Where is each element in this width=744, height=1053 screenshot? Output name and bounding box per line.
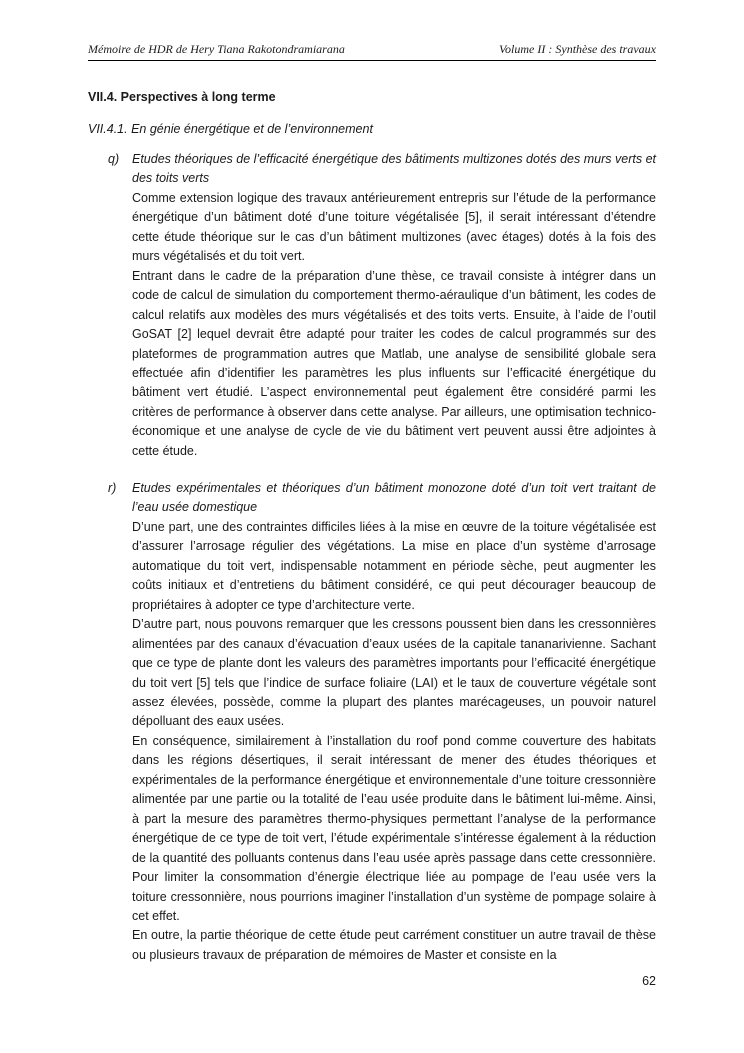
- header-author: Mémoire de HDR de Hery Tiana Rakotondramiarana: [88, 42, 345, 56]
- list-marker: r): [108, 481, 117, 495]
- list-marker: q): [108, 152, 120, 166]
- list-item-r: [88, 479, 656, 965]
- paragraph: D’une part, une des contraintes difficiles liées à la mise en œuvre de la toiture végétalisée est d’assurer l’arrosage régulier des végétations. La mise en place d’un système d’arrosage automatique du toit vert, indispensable notamment en période sèche, peut augmenter les coûts initiaux et d’entretiens du bâtiment considéré, ce qui peut décourager beaucoup de propriétaires à adopter ce type d’architecture verte.: [132, 519, 656, 612]
- header-volume: Volume II : Synthèse des travaux: [499, 42, 656, 56]
- page-number: 62: [642, 974, 656, 988]
- running-header: [88, 42, 656, 61]
- subsection-title: VII.4.1. En génie énergétique et de l’environnement: [88, 122, 373, 136]
- item-title: Etudes théoriques de l’efficacité énergétique des bâtiments multizones dotés des murs verts et des toits verts: [132, 152, 656, 186]
- paragraph: Comme extension logique des travaux antérieurement entrepris sur l’étude de la performance énergétique d’un bâtiment doté d’une toiture végétalisée [5], il serait intéressant d’étendre cette étude théorique sur le cas d’un bâtiment multizones (avec étages) dotés à la fois des murs végétalisés et du toit vert.: [132, 190, 656, 264]
- list-item-q: [88, 150, 656, 461]
- paragraph: En conséquence, similairement à l’installation du roof pond comme couverture des habitats dans les régions désertiques, il serait intéressant de mener des études théoriques et expérimentales de la performance énergétique et environnementale d’une toiture cressonnière alimentée par une partie ou la totalité de l’eau usée produite dans le bâtiment lui-même. Ainsi, à part la mesure des paramètres thermo-physiques permettant l’analyse de la performance énergétique de ce type de toit vert, l’étude expérimentale s’intéresse également à la réduction de la quantité des polluants contenus dans l’eau usée après passage dans cette cressonnière. Pour limiter la consommation d’énergie électrique liée au pompage de l’eau usée vers la toiture cressonnière, nous pourrions imaginer l’installation d’un système de pompage solaire à cet effet.: [132, 733, 656, 923]
- paragraph: En outre, la partie théorique de cette étude peut carrément constituer un autre travail de thèse ou plusieurs travaux de préparation de mémoires de Master et consiste en la: [132, 928, 656, 962]
- paragraph: D’autre part, nous pouvons remarquer que les cressons poussent bien dans les cressonnières alimentées par des canaux d’évacuation d’eaux usées de la capitale tananarivienne. Sachant que ce type de plante dont les valeurs des paramètres importants pour l’efficacité énergétique du toit vert [5] tels que l’indice de surface foliaire (LAI) et le taux de couverture végétale sont assez élevées, possède, comme la plupart des plantes marécageuses, un pouvoir naturel dépolluant des eaux usées.: [132, 617, 656, 729]
- section-title: VII.4. Perspectives à long terme: [88, 90, 276, 104]
- item-title: Etudes expérimentales et théoriques d’un bâtiment monozone doté d’un toit vert traitant de l’eau usée domestique: [132, 481, 656, 515]
- paragraph: Entrant dans le cadre de la préparation d’une thèse, ce travail consiste à intégrer dans un code de calcul de simulation du comportement thermo-aéraulique d’un bâtiment, les codes de calcul relatifs aux modèles des murs végétalisés et des toits verts. Ensuite, à l’aide de l’outil GoSAT [2] lequel devrait être adapté pour traiter les codes de calcul programmés sur des plateformes de programmation autres que Matlab, une analyse de sensibilité globale sera effectuée afin d’identifier les paramètres les plus influents sur l’efficacité énergétique du bâtiment vert étudié. L’aspect environnemental peut également être considéré parmi les critères de performance à observer dans cette analyse. Par ailleurs, une optimisation technico-économique et une analyse de cycle de vie du bâtiment vert peuvent aussi être adjointes à cette étude.: [132, 268, 656, 458]
